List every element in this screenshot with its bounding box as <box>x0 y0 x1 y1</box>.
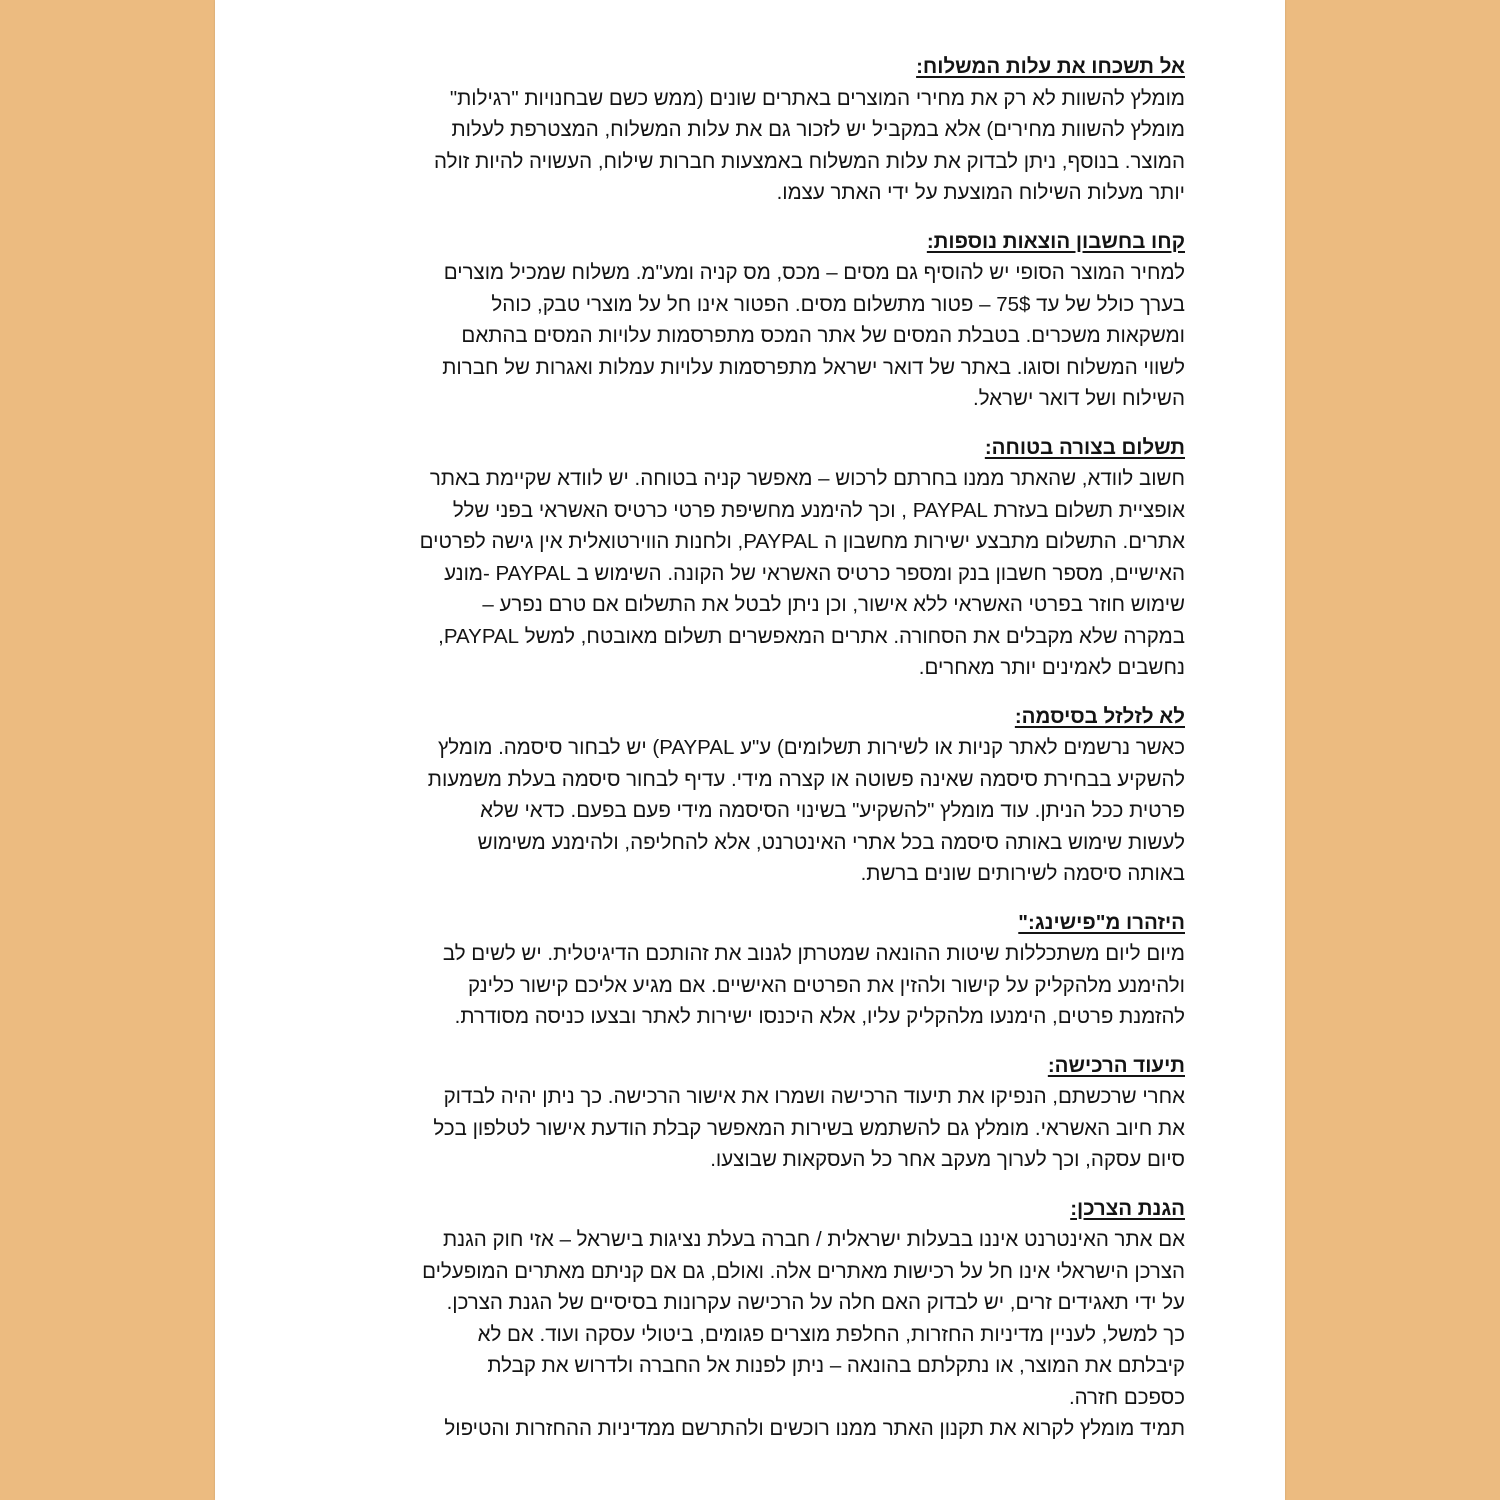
paragraph-line: באותה סיסמה לשירותים שונים ברשת. <box>860 862 1185 885</box>
paragraph-line: בערך כולל של עד 75$ – פטור מתשלום מסים. הפטור אינו חל על מוצרי טבק, כוהל <box>491 292 1185 316</box>
section-heading: לא לזלזל בסיסמה: <box>1014 704 1185 728</box>
section-heading: קחו בחשבון הוצאות נוספות: <box>926 229 1185 253</box>
section-heading: תשלום בצורה בטוחה: <box>984 435 1185 459</box>
paragraph-line: מומלץ להשוות מחירים) אלא במקביל יש לזכור גם את עלות המשלוח, המצטרפת לעלות <box>451 118 1185 141</box>
paragraph-line: שימוש חוזר בפרטי האשראי ללא אישור, וכן ניתן לבטל את התשלום אם טרם נפרע – <box>482 593 1185 616</box>
section-purchase-documentation <box>327 1050 1185 1176</box>
paragraph-line: חשוב לוודא, שהאתר ממנו בחרתם לרכוש – מאפשר קניה בטוחה. יש לוודא שקיימת באתר <box>429 467 1185 490</box>
paragraph-line: השילוח ושל דואר ישראל. <box>973 387 1185 410</box>
paragraph-line: פרטית ככל הניתן. עוד מומלץ "להשקיע" בשינוי הסיסמה מידי פעם בפעם. כדאי שלא <box>480 799 1185 822</box>
paragraph-line: לעשות שימוש באותה סיסמה בכל אתרי האינטרנט, אלא להחליפה, ולהימנע משימוש <box>477 830 1185 854</box>
paragraph-line: ומשקאות משכרים. בטבלת המסים של אתר המכס מתפרסמות עלויות המסים בהתאם <box>461 324 1185 347</box>
paragraph-line: אחרי שרכשתם, הנפיקו את תיעוד הרכישה ושמרו את אישור הרכישה. כך ניתן יהיה לבדוק <box>443 1085 1185 1108</box>
paragraph-line: מיום ליום משתכללות שיטות ההונאה שמטרתן לגנוב את זהותכם הדיגיטלית. יש לשים לב <box>442 942 1185 965</box>
section-secure-payment <box>327 432 1185 684</box>
section-phishing <box>327 907 1185 1033</box>
paragraph-line: אם אתר האינטרנט איננו בבעלות ישראלית / חברה בעלת נציגות בישראל – אזי חוק הגנת <box>442 1228 1185 1251</box>
paragraph-line: הצרכן הישראלי אינו חל על רכישות מאתרים אלה. ואולם, גם אם קניתם מאתרים המופעלים <box>422 1259 1185 1283</box>
paragraph-line: להשקיע בבחירת סיסמה שאינה פשוטה או קצרה מידי. עדיף לבחור סיסמה בעלת משמעות <box>427 767 1185 791</box>
section-password <box>327 701 1185 890</box>
paragraph-line: אופציית תשלום בעזרת PAYPAL , וכך להימנע מחשיפת פרטי כרטיס האשראי בפני שלל <box>452 498 1185 522</box>
paragraph-line: סיום עסקה, וכך לערוך מעקב אחר כל העסקאות שבוצעו. <box>710 1148 1185 1171</box>
paragraph-line: כך למשל, לעניין מדיניות החזרות, החלפת מוצרים פגומים, ביטולי עסקה ועוד. אם לא <box>477 1322 1185 1346</box>
paragraph-line: להזמנת פרטים, הימנעו מלהקליק עליו, אלא היכנסו ישירות לאתר ובצעו כניסה מסודרת. <box>454 1005 1185 1028</box>
paragraph-line: כספכם חזרה. <box>1068 1385 1185 1409</box>
document-page <box>215 0 1285 1500</box>
paragraph-line: קיבלתם את המוצר, או נתקלתם בהונאה – ניתן לפנות אל החברה ולדרוש את קבלת <box>487 1354 1185 1377</box>
paragraph-line: האישיים, מספר חשבון בנק ומספר כרטיס האשראי של הקונה. השימוש ב PAYPAL -מונע <box>444 561 1185 585</box>
paragraph-line: אתרים. התשלום מתבצע ישירות מחשבון ה PAYPAL, ולחנות הווירטואלית אין גישה לפרטים <box>419 530 1185 553</box>
document-body <box>327 51 1185 1462</box>
section-heading: אל תשכחו את עלות המשלוח: <box>916 55 1185 78</box>
paragraph-line: תמיד מומלץ לקרוא את תקנון האתר ממנו רוכשים ולהתרשם ממדיניות ההחזרות והטיפול <box>444 1417 1185 1440</box>
paragraph-line: ולהימנע מלהקליק על קישור ולהזין את הפרטים האישיים. אם מגיע אליכם קישור כלינק <box>467 973 1185 997</box>
paragraph-line: המוצר. בנוסף, ניתן לבדוק את עלות המשלוח באמצעות חברות שילוח, העשויה להיות זולה <box>434 149 1185 173</box>
paragraph-line: נחשבים לאמינים יותר מאחרים. <box>918 656 1185 679</box>
section-additional-expenses <box>327 226 1185 415</box>
section-heading: תיעוד הרכישה: <box>1047 1053 1185 1077</box>
section-shipping-cost <box>327 51 1185 209</box>
paragraph-line: את חיוב האשראי. מומלץ גם להשתמש בשירות המאפשר קבלת הודעת אישור לטלפון בכל <box>433 1116 1185 1140</box>
paragraph-line: לשווי המשלוח וסוגו. באתר של דואר ישראל מתפרסמות עלויות עמלות ואגרות של חברות <box>442 355 1185 379</box>
paragraph-line: כאשר נרשמים לאתר קניות או לשירות תשלומים) ע"ע PAYPAL) יש לבחור סיסמה. מומלץ <box>437 736 1185 759</box>
section-heading: היזהרו מ"פישינג:" <box>1018 910 1185 934</box>
paragraph-line: יותר מעלות השילוח המוצעת על ידי האתר עצמו. <box>776 181 1185 204</box>
paragraph-line: למחיר המוצר הסופי יש להוסיף גם מסים – מכס, מס קניה ומע"מ. משלוח שמכיל מוצרים <box>443 261 1185 284</box>
paragraph-line: מומלץ להשוות לא רק את מחירי המוצרים באתרים שונים (ממש כשם שבחנויות "רגילות" <box>449 86 1185 110</box>
paragraph-line: במקרה שלא מקבלים את הסחורה. אתרים המאפשרים תשלום מאובטח, למשל PAYPAL, <box>438 624 1185 648</box>
section-heading: הגנת הצרכן: <box>1070 1196 1185 1220</box>
section-consumer-protection <box>327 1193 1185 1445</box>
paragraph-line: על ידי תאגידים זרים, יש לבדוק האם חלה על הרכישה עקרונות בסיסיים של הגנת הצרכן. <box>446 1291 1185 1314</box>
